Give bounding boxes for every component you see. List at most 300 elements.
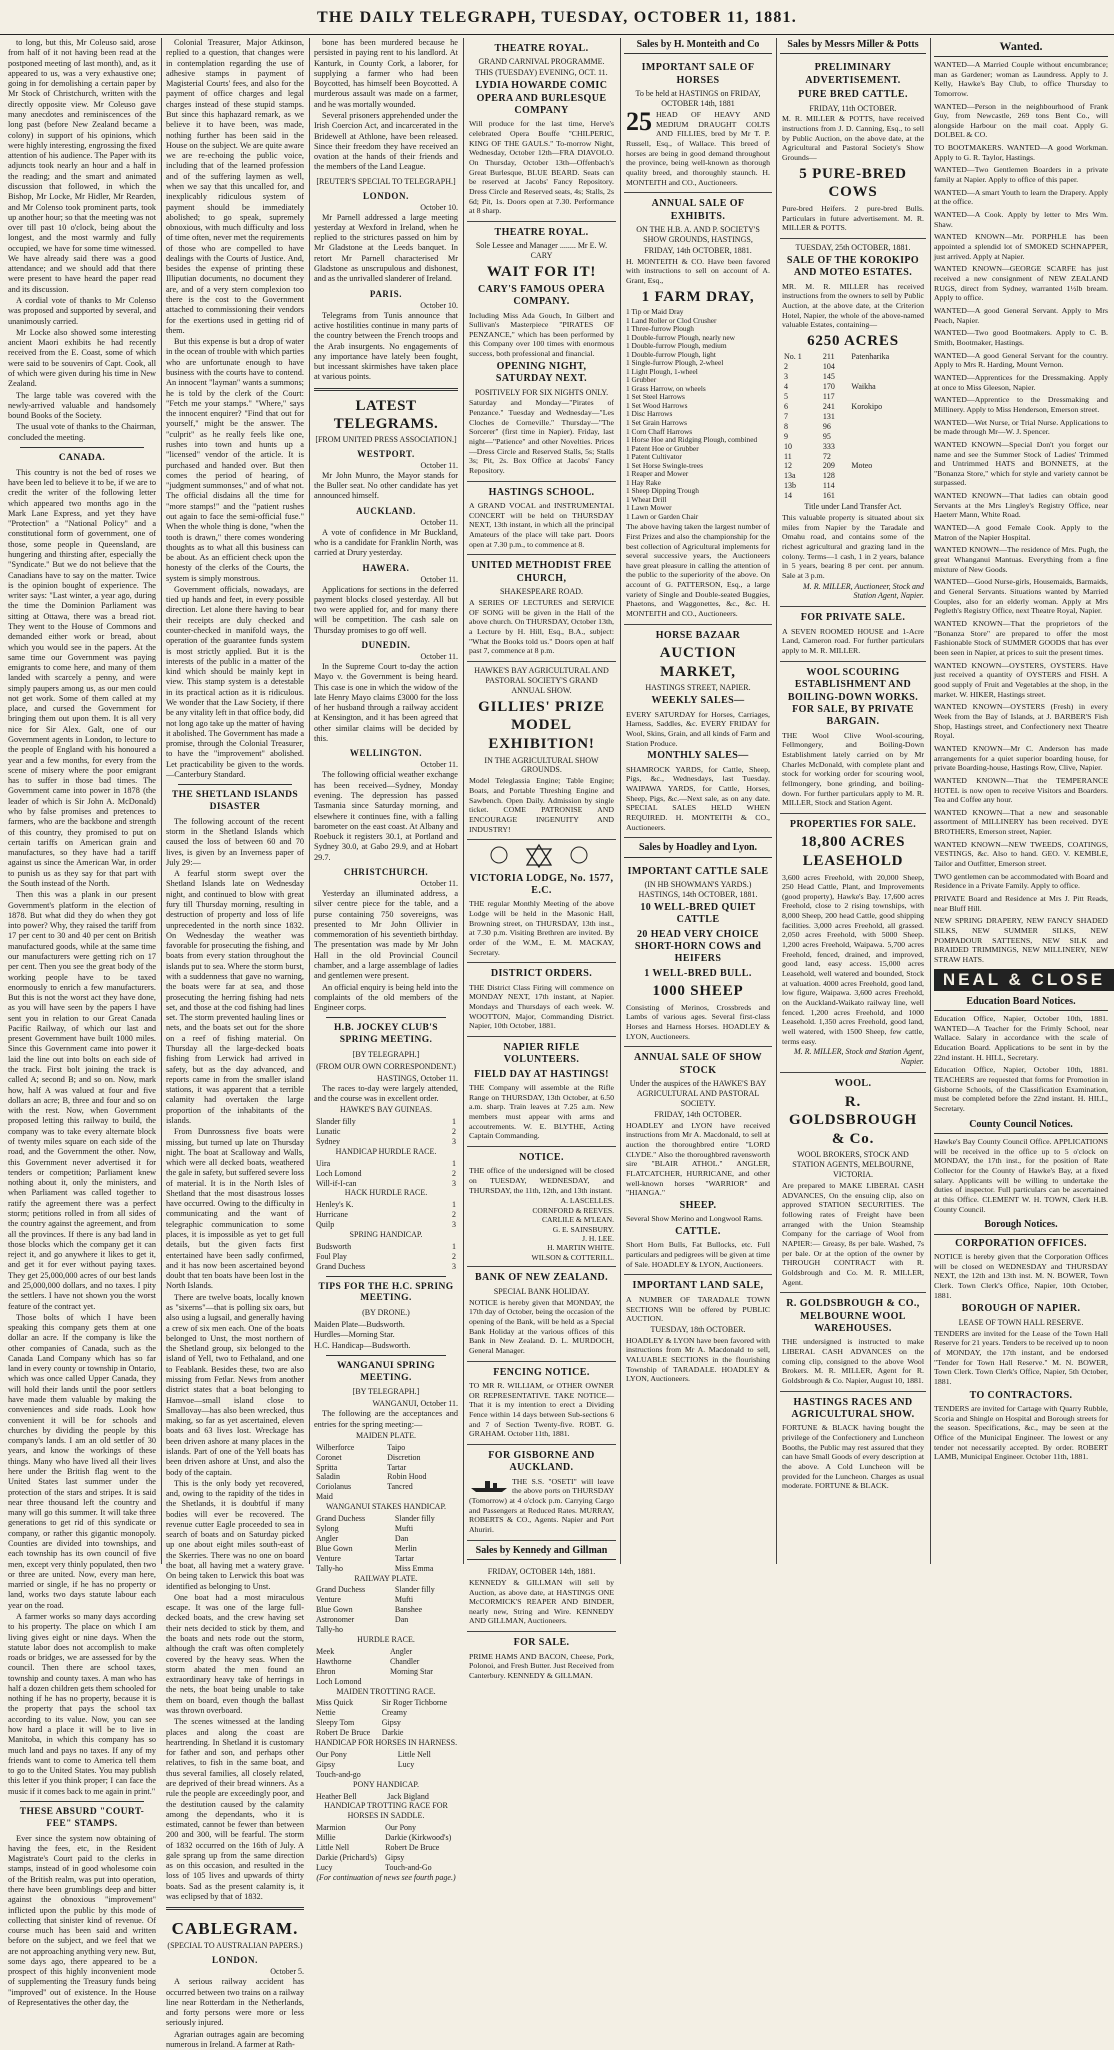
list-item: 1 Sheep Dipping Trough [626, 486, 699, 496]
table-cell: Marmion [316, 1823, 346, 1833]
table-cell: Venture [316, 1553, 341, 1563]
table-cell: Loch Lomond [316, 1676, 362, 1686]
list-item: 1 Wheat Drill [626, 494, 667, 504]
article-paragraph: But this expense is but a drop of water in the ocean of trouble with which parties who are unfortunate enough to have business with the courts have to contend. An innocent "layman" wants a summons; he is told by the clerk of the Court: "Fetch me your stamps." "Where," says the innocent enquirer? "Find that out for yourself," might be the answer. The "culprit" as he really feels like one, rushes into town and hunts up a "licensed" vendor of the article. It is purchased and handed over. But then comes the period of hearing, of "judgment summonses," and of what not. The official disdains all the time for "more stamps!" and the "patient rushes out again to face the semi-official fuse." When the whole thing is done, "when the tooth is drawn," there comes wondering thoughts as to what all this business can be about. As an efficient check upon the honesty of the clerks of the Courts, the system is simply monstrous. [166, 337, 305, 583]
column-2 [166, 38, 305, 2050]
table-cell: Foul Play [316, 1251, 347, 1261]
article-paragraph: to long, but this, Mr Coleuso said, arose from half of it not having been read at the postponed meeting of last month), and, as it appeared to us, was a very exhaustive one; going in for demolishing a certain paper by Mr Stock of Christchurch, written with the directly opposite view. Mr Coleuso gave many anecdotes and reminiscences of the long past (before New Zealand became a colony) in support of his opinions, which were highly interesting, engrossing the fixed attention of his audience. The Paper with its adjuncts took nearly an hour and a half in the reading; and the smart and animated discussion that followed, in which the Bishop, Mr Locke, Mr Hidler, Mr Rearden, and Mr Colenso took prominent parts, took up another hour; so that the meeting was not over till past 10 o'clock, being about the longest, and the most warmly and fully occupied, we have for some time witnessed. We have already said there was a good attendance; and we should add that there were present to have heard the paper read and its discussion. [8, 38, 156, 294]
race-name: HANDICAP TROTTING RACE FOR HORSES IN SADDLE. [324, 1801, 448, 1821]
article-paragraph: A vote of confidence in Mr Buckland, who is a candidate for Franklin North, was carried at Drury yesterday. [314, 527, 458, 558]
table-cell: 209 [822, 461, 835, 471]
table-row [782, 412, 924, 422]
divider [178, 784, 292, 785]
tips-list [314, 1320, 458, 1351]
article-paragraph: The following official weather exchange has been received—Sydney, Monday evening. The depression has passed Tasmania since Saturday morning, and elsewhere it continues fine, with a falling barometer on the east coast. At Albany and Roebuck it registers 30.1, at Portland and Sydney 30.0, at Gabo 29.9, and at Hobart 29.7. [314, 770, 458, 862]
table-row [314, 1647, 458, 1657]
table-cell: 1 [452, 1117, 456, 1127]
list-item: 1 Corn Chaff Harrows [626, 426, 693, 436]
classified-ad: WANTED KNOWN—That ladies can obtain good Servants at the Mrs Lingley's Registry Office, near Haeterr Mann, White Road. [934, 491, 1108, 520]
ad-title: IMPORTANT SALE OF HORSES [641, 62, 755, 86]
ad-subtitle: HASTINGS STREET, NAPIER. [645, 683, 751, 693]
ad-title: PROPERTIES FOR SALE. [789, 818, 917, 830]
list-item: CARLILE & M'LEAN. [541, 1215, 614, 1225]
table-row [314, 1179, 458, 1189]
table-cell: Morning Star [389, 1666, 433, 1676]
article-paragraph: The usual vote of thanks to the Chairman, concluded the meeting. [8, 422, 156, 442]
ad-date: FRIDAY, 11th OCTOBER. [809, 103, 897, 113]
article-heading: THESE ABSURD "COURT-FEE" STAMPS. [19, 1807, 145, 1829]
ad-body: HOADLEY & LYON have been favored with instructions from Mr A. Macdonald to sell, VALUABLE SECTIONS in the flourishing Township of TARADALE. HOADLEY & LYON, Auctioneers. [626, 1335, 770, 1384]
section-header: Sales by H. Monteith and Co [624, 38, 772, 54]
table-row [314, 1792, 458, 1802]
table-cell: Our Pony [316, 1749, 347, 1759]
classified-ad: WANTED—A good Female Cook. Apply to the Matron of the Napier Hospital. [934, 523, 1108, 542]
ad-body: Pure-bred Heifers. 2 pure-bred Bulls. Particulars in future advertisement. M. R. MILLER & POTTS. [782, 203, 924, 233]
ad-subtitle: SHAKESPEARE ROAD. [499, 587, 584, 597]
article-paragraph: Telegrams from Tunis announce that active hostilities continue in many parts of the country between the French troops and the Arab insurgents. No engagements of any importance have lately been fought, but incessant skirmishes have taken place at various points. [314, 310, 458, 382]
table-row [314, 1514, 458, 1524]
table-cell: 10 [784, 441, 792, 451]
ad-horse-bazaar [624, 625, 772, 838]
ad-exhibits-sale [624, 193, 772, 625]
table-row [314, 1625, 458, 1635]
ad-body: This valuable property is situated about six miles from Napier by the Taradale and Omahu road, and contains some of the richest agricultural and grazing land in the colony. Terms—1 cash, 1 in 2 years, balance in 5 years, bearing 8 per cent. per annum. Sale at 3 p.m. [782, 512, 924, 580]
table-cell: 3 [452, 1261, 456, 1271]
table-cell: Grand Duchess [316, 1585, 366, 1595]
ad-headline: CARY'S FAMOUS OPERA COMPANY. [477, 283, 606, 308]
list-item: 1 Horse Hoe and Ridging Plough, combined [626, 435, 758, 445]
ad-title: HASTINGS SCHOOL. [488, 486, 595, 498]
table-cell: Gipsy [381, 1718, 401, 1728]
race-name: HANDICAP HURDLE RACE. [335, 1146, 437, 1156]
table-cell [849, 362, 924, 372]
ad-body: NOTICE is hereby given that MONDAY, the 17th day of October, being the occasion of the opening of the Bank, will be held as a Special Bank Holiday at the various offices of this Bank in New Zealand. D. L. MURDOCH, General Manager. [469, 1297, 614, 1355]
ad-body: THE undersigned is instructed to make LIBERAL CASH ADVANCES on the coming clip, consigned to the above Wool Brokers. M. R. MILLER, Agent for R. Goldsbrough & Co. Napier, August 10, 1881. [782, 1337, 924, 1386]
ad-body: H. MONTEITH & CO. Have been favored with instructions to sell on account of A. Grant, Esq., [626, 256, 770, 286]
table-cell: Discretion [387, 1452, 421, 1462]
ad-date: TUESDAY, 18th OCTOBER. [650, 1324, 746, 1334]
tips-heading: TIPS FOR THE H.C. SPRING MEETING. [318, 1281, 454, 1304]
table-cell: 104 [822, 362, 835, 372]
ad-body: Model Teleglassia Engine; Table Engine; Boats, and Portable Threshing Engine and Sawbench. Open Daily. Admission by single ticket. COME PATRONISE AND ENCOURAGE INGENUITY AND INDUSTRY! [469, 776, 614, 834]
table-row [314, 1453, 458, 1463]
list-item: 1 Lawn Mower [626, 503, 672, 513]
table-cell: 1 [452, 1200, 456, 1210]
classified-ad: WANTED—Apprentices for the Dressmaking. Apply at once to Miss Gleeson, Napier. [934, 372, 1108, 392]
ad-subheading: SHEEP. [679, 1200, 717, 1212]
table-row [314, 1210, 458, 1220]
table-row [782, 372, 924, 382]
dateline-date: October 11. [420, 517, 458, 527]
entries-table [314, 1792, 458, 1802]
classified-ad: WANTED—A good General Servant for the country. Apply to Mrs R. Harding, Mount Vernon. [934, 350, 1108, 370]
ad-gillies-exhibition [467, 662, 616, 840]
reuter-label: [REUTER'S SPECIAL TO TELEGRAPH.] [316, 176, 456, 186]
ad-date: FRIDAY, OCTOBER 14th, 1881. [487, 1566, 596, 1576]
table-cell: Wilberforce [316, 1442, 355, 1452]
ad-body: TO MR R. WILLIAM, or OTHER OWNER OR REPRESENTATIVE. TAKE NOTICE—That it is my intention to erect a Dividing Fence within 14 days between Sub-sections 6 and 7 of Section Twenty-five. ROBT. G. GRAHAM. October 11th, 1881. [469, 1380, 614, 1439]
ad-subtitle: Under the auspices of the HAWKE'S BAY AGRICULTURAL AND PASTORAL SOCIETY. [629, 1079, 767, 1108]
list-item: CORNFORD & REEVES. [532, 1205, 614, 1215]
table-cell: Blue Gown [316, 1605, 353, 1615]
ad-title: NOTICE. [519, 1152, 564, 1164]
dateline-location: WELLINGTON. [349, 748, 423, 759]
ad-title: FENCING NOTICE. [493, 1366, 590, 1378]
dateline-date: HASTINGS, October 11. [376, 1073, 458, 1083]
article-paragraph: A cordial vote of thanks to Mr Colenso was proposed and supported by several, and unanimously carried. [8, 296, 156, 326]
entries-table [314, 1443, 458, 1502]
table-cell: Slander filly [394, 1514, 435, 1524]
estate-sections-table [782, 352, 924, 501]
ad-date: TUESDAY, 25th OCTOBER, 1881. [795, 242, 911, 252]
table-cell: Henley's K. [316, 1200, 354, 1210]
article-paragraph: Colonial Treasurer, Major Atkinson, replied to a question, that changes were in contemplation regarding the use of adhesive stamps in payment of Magisterial Courts' fees, and also for the payment of office charges and legal charges instead of these stupid stamps. But since this haphazard remark, as we believe it to have been, was made, nothing further has been said in the House on the subject. We are quite aware we are re-echoing the public voice, including that of the learned profession and of the suffering laymen as well, when we say that this uncalled for, and inexplicably ridiculous system of payment should be immediately abolished; to go speak, supremely obnoxious, with much difficulty and loss of time often, never met the requirements of those who are compelled to have dealings with the Courts of Justice. And, besides the expense of printing these Illiputian documents, no document they are, and of a very stern complexion too there is the cost to the Government attached to commissioning their vendors for the exertions used in getting rid of them. [166, 38, 304, 335]
article-paragraph: Then this was a plank in our present Government's platform in the election of 1878. But what did they do when they got into power? Why, they raised the tariff from 17 per cent to 30 and 40 per cent on British manufactured goods, while at the same time our manufacturers were getting rich on 17 per cent. Then you see the great body of the working people have to be taxed enormously to enrich a few manufacturers. But this is not the worst act they have done, as you will have seen by the papers I have sent you in relation to our Great Canada Pacific Railway, of which our last and present Government have built 1000 miles. Since this Government came into power it laid the line out into bolts on each side of the track. First bolt joining the track is called A; second B; and so on. Now, mark how, half A was valued at four and five dollars an acre; B, three and four and so on with the rest. Now, when Government proposed letting this railway to build, the company was to take every alternate block of twenty miles square on each side of the road, and the Government the other. Now, this Government never advertised it for tenders or competition; Parliament knew nothing about it, only the ministers, and when Parliament was called together to ratify the agreement there was a perfect storm; petitions rolled in from all sides of the country against the agreement, and from all the provinces. If there is any bad land in those blocks which the company get it can reject it, and go anywhere it likes to get it, and get it for ever without paying taxes. They get 25,000,000 acres of our best lands and 25,000,000 dollars, and no taxes. I pity the settlers. I have not shown you the worst feature of the contract yet. [8, 890, 156, 1311]
ad-body: Will produce for the last time, Herve's celebrated Opera Bouffe "CHILPERIC, KING OF THE GAULS." To-morrow Night, Wednesday, October 12th—FRA DIAVOLO. On Thursday, October 13th—Offenbach's Great Burlesque, BLUE BEARD. Seats can be reserved at Jacobs' Fancy Repository. Dress Circle and Reserved seats, 4s; Stalls, 2s 6d; Pit, 1s. Doors open at 7.30. Performance at 8 sharp. [469, 119, 614, 216]
classified-ad: WANTED KNOWN—Mr C. Anderson has made arrangements for a quiet superior boarding house, for private Boarding-house, Hastings Row, Clive, Napier. [934, 743, 1108, 773]
article-paragraph: The following are the acceptances and entries for the spring meeting:— [314, 1409, 458, 1429]
table-cell: 9 [784, 431, 788, 441]
notice-paragraph: TENDERS are invited for Cartage with Quarry Rubble, Scoria and Shingle on Hospital and Borough streets for the season. Specifications, &c., may be seen at the Office of the Municipal Engineer. The lowest or any tender not necessarily accepted. By order. ROBERT LAMB, Municipal Engineer. October 11th, 1881. [934, 1403, 1108, 1462]
table-row [314, 1718, 458, 1728]
article-paragraph: This is the only body yet recovered, and, owing to the rapidity of the tides in the Shetlands, it is doubtful if many bodies will ever be recovered. The revenue cutter Eagle proceeded to sea in search of boats and on Saturday picked up one about eight miles south-east of the Skerries. There was no one on board the boat, all having met a watery grave. On being taken to Lerwick this boat was identified as belonging to Unst. [166, 1478, 304, 1591]
table-cell: 114 [822, 481, 835, 491]
article-paragraph: This country is not the bed of roses we have been led to believe it to be, if we are to credit the writer of the following letter which appeared two months ago in the Mark Lane Express, and yet they have "Protection" a "National Policy" and a constitutional form of government, one of those, some people in Queensland, are hungering and thirsting after, especially the "Syndicate." But we do not believe that the Canadians have to say on the matter. Twice is the opinion bought of experience. The writer says: "Last winter, a year ago, during the time the Dominion Parliament was sitting at Ottawa, there was a bread riot. They went to the House of Commons and demanded either work or bread, about which you would see in the papers. At the same time our Government was paying emigrants to come here, and many of them landed with scarcely a penny, and were simply paupers among us, as our men could not get work. Some of them called at my place, and cursed the Government for bringing them out upon them. It is all very nice for Sir Alex. Galt, one of our Government agents in London, to lecture to the people of England with his honoured a year and a few months, for every from the scene of misery where the poor emigrant has to suffer in those bad times. The Government came into power in 1878 (the leader of which is Sir John A. McDonald) who by false promises and pretences to farmers, who are the backbone and strength of this country, they promised to put on certain tariffs on American grain and manufactures, so they have had a tariff against us since the American War, in order to punish us as they say for that part with the South instead of the North. [8, 467, 156, 888]
table-row [782, 352, 924, 362]
table-cell: 12 [784, 461, 792, 471]
race-results-table [314, 1159, 458, 1189]
list-item: 1 Land Roller or Clod Crusher [626, 315, 717, 325]
table-row [314, 1220, 458, 1230]
ad-title: ANNUAL SALE OF EXHIBITS. [651, 198, 745, 222]
article-paragraph: The races to-day were largely attended, and the course was in excellent order. [314, 1083, 458, 1103]
table-row [314, 1615, 458, 1625]
masthead-title: THE DAILY TELEGRAPH, TUESDAY, OCTOBER 11, 1881. [317, 9, 797, 26]
notice-paragraph: TENDERS are invited for the Lease of the Town Hall Reserve for 21 years. Tenders to be received up to noon of MONDAY, the 17th instant, and be endorsed "Tender for Town Hall Reserve." M. N. BOWER, Town Clerk. Town Clerk's Office, Napier, 5th October, 1881. [934, 1328, 1108, 1386]
ad-wool-scouring [780, 662, 926, 814]
table-cell: Little Nell [316, 1843, 350, 1853]
ad-title: HORSE BAZAAR [655, 629, 741, 641]
ad-body: A NUMBER OF TARADALE TOWN SECTIONS Will be offered by PUBLIC AUCTION. [626, 1294, 770, 1324]
ad-body: HEAD OF HEAVY AND MEDIUM DRAUGHT COLTS AND FILLIES, bred by Mr T. P. Russell, Esq., of Wallace. This breed of horses are being in good demand throughout the province, being well-known as thorough quality breed, and thoroughly staunch. H. MONTEITH and CO., Auctioneers. [626, 109, 770, 187]
dateline-location: AUCKLAND. [356, 505, 416, 516]
table-cell [388, 1677, 458, 1687]
table-cell [849, 471, 924, 481]
column-rule [463, 38, 464, 1564]
ad-title: THEATRE ROYAL. [494, 43, 589, 54]
table-row [314, 1262, 458, 1272]
table-row [314, 1127, 458, 1137]
ad-title: IMPORTANT CATTLE SALE [627, 865, 769, 877]
table-row [314, 1770, 458, 1780]
article-paragraph: Mr Locke also showed some interesting ancient Maori exhibits he had recently received from the E. Coast, some of which were said to be souvenirs of Capt. Cook, all of which were given during his time in New Zealand. [8, 327, 156, 389]
table-cell: 96 [822, 421, 831, 431]
table-row [782, 442, 924, 452]
race-heading: WANGANUI SPRING MEETING. [336, 1360, 436, 1383]
table-row [782, 392, 924, 402]
ad-subtitle: (IN HB SHOWMAN'S YARDS.) HASTINGS, 14th OCTOBER, 1881. [638, 880, 758, 899]
list-item: J. H. LEE. [582, 1234, 614, 1244]
table-row [314, 1853, 458, 1863]
table-cell: Darkie (Prichard's) [316, 1853, 377, 1862]
column-6 [780, 38, 926, 1564]
ad-headline: WAIT FOR IT! [486, 264, 597, 281]
table-cell: Sir Roger Tichborne [381, 1698, 448, 1708]
section-header: Sales by Kennedy and Gillman [467, 1544, 616, 1560]
list-item: 1 Lawn or Garden Chair [626, 511, 699, 521]
table-cell: Miss Emma [394, 1563, 434, 1573]
ad-headline: 1 FARM DRAY, [641, 288, 755, 305]
table-row [314, 1443, 458, 1453]
column-rule [776, 38, 777, 1564]
article-paragraph: One boat had a most miraculous escape. It was one of the large full-decked boats, and the crew having set their nets decided to stick by them, and the boats and nets rode out the storm, although the craft was often completely covered by the heavy seas. When the storm abated the men found an extraordinary heavy take of herrings in the nets, the boat being unable to take them on board, even though the ballast was thrown overboard. [166, 1592, 304, 1715]
ad-title: VICTORIA LODGE, No. 1577, E.C. [469, 872, 614, 896]
ad-signature: M. R. MILLER, Stock and Station Agent, Napier. [793, 1047, 924, 1067]
race-name: MAIDEN PLATE. [356, 1430, 416, 1440]
table-cell: 145 [822, 372, 835, 382]
ad-body: The above having taken the largest number of First Prizes and also the championship for the best collection of Agricultural implements for several successive years, the Auctioneers have great pleasure in calling the attention of the public to the superiority of the above. On account of G. PATTERSON, Esq., a large variety of Single and Double-seated Buggies, Phaetons, and Waggonettes, &c., &c. H. MONTEITH and CO., Auctioneers. [626, 522, 770, 619]
race-name: WANGANUI STAKES HANDICAP. [325, 1502, 447, 1512]
race-sub: [BY TELEGRAPH.] [352, 1387, 420, 1397]
list-item: 1 Grass Harrow, on wheels [626, 383, 706, 393]
ad-subheading: WEEKLY SALES— [651, 695, 745, 707]
article-heading: CANADA. [58, 452, 106, 463]
classified-ad: WANTED KNOWN—That the TEMPERANCE HOTEL is now open to receive Visitors and Boarders. Tea and Coffee any hour. [934, 775, 1108, 805]
latest-telegrams-sub: [FROM UNITED PRESS ASSOCIATION.] [315, 434, 457, 444]
ad-subheading: CATTLE. [675, 1226, 721, 1238]
dateline-location: CHRISTCHURCH. [343, 866, 429, 877]
dateline-date: WANGANUI, October 11. [372, 1399, 458, 1409]
table-cell: 2 [452, 1251, 456, 1261]
table-row [314, 1482, 458, 1492]
ad-body: HOADLEY and LYON have received instructions from Mr A. Macdonald, to sell at auction the thoroughbred entire "LORD CLYDE." Also the thoroughbred ravensworth sire "BLAIR ATHOL." ANGLER, FLATCATCHER, HURRICANE, and other well-known horses "WARRIOR" and "HIANGA." [626, 1120, 770, 1198]
table-row [314, 1760, 458, 1770]
classified-ad: WANTED—Wet Nurse, or Trial Nurse. Applications to be made through Mr—W. J. Spencer. [934, 417, 1108, 437]
list-item: 1 Single-furrow Plough, 2-wheel [626, 358, 724, 368]
race-name: PONY HANDICAP. [353, 1779, 419, 1789]
section-header: Sales by Hoadley and Lyon. [624, 841, 772, 857]
entries-table [314, 1698, 458, 1738]
table-row [782, 461, 924, 471]
cablegram-subheading: (SPECIAL TO AUSTRALIAN PAPERS.) [167, 1941, 303, 1951]
ad-body: Including Miss Ada Gouch, In Gilbert and Sullivan's Masterpiece "PIRATES OF PENZANCE," which has been performed by this Company over 100 times with enormous success, both professional and financial. [469, 310, 614, 359]
ad-pure-bred-cattle [780, 57, 926, 239]
table-row [314, 1728, 458, 1738]
table-cell: Heather Bell [316, 1791, 357, 1801]
table-row [314, 1564, 458, 1574]
table-cell: 6 [784, 402, 788, 411]
table-cell: Millie [316, 1833, 336, 1843]
race-name: HACK HURDLE RACE. [344, 1188, 428, 1198]
table-cell: Robert De Bruce [316, 1728, 371, 1738]
list-item: Hurdles—Morning Star. [314, 1330, 395, 1340]
ad-subtitle: HAWKE'S BAY AGRICULTURAL AND PASTORAL SOCIETY'S GRAND ANNUAL SHOW. [474, 666, 609, 695]
classified-ad: WANTED—Good Nurse-girls, Housemaids, Barmaids, and General Servants. Situations wanted by Married Couples, also for an elderly woman. Apply at Mrs Pegleth's Registry Office, next Theatre Royal, Napier. [934, 577, 1108, 616]
ad-goldsbrough [780, 1073, 926, 1293]
ad-headline: 5 PURE-BRED COWS [799, 165, 907, 201]
ad-body: Saturday and Monday—"Pirates of Penzance." Tuesday and Wednesday—"Les Cloches de Corneville." Thursday—"The Sorcerer" (first time in Napier). Friday, last night—"Patience" and other Novelties. Prices—Dress Circle and Reserved Stalls, 5s; Stalls 3s; Pit, 2s. Box Office at Jacobs' Fancy Repository. [469, 398, 614, 476]
table-cell: Sylong [316, 1524, 339, 1533]
dateline-date: October 11. [420, 460, 458, 470]
dateline-location: LONDON. [212, 1955, 258, 1966]
table-cell: Angler [389, 1646, 413, 1656]
classified-ad: WANTED—Person in the neighbourhood of Frank Guy, from Newcastle, 269 tons Bent Co., will alongside Harbour on the mail coat. Apply G. DOLBEL & CO. [934, 101, 1108, 140]
table-cell: Tartar [394, 1553, 414, 1563]
table-cell: 4 [784, 382, 788, 392]
table-row [314, 1833, 458, 1843]
divider [326, 1276, 446, 1277]
ad-title: WOOL. [834, 1078, 872, 1090]
ad-land-sale [624, 1275, 772, 1389]
notice-paragraph: Education Office, Napier, October 10th, 1881. TEACHERS are requested that forms for Promotion in Gisborne Schools, of the Classification Examination, must be completed before the 22nd instant. H. HILL, Secretary. [934, 1065, 1108, 1113]
tips-sub: (BY DRONE.) [362, 1308, 410, 1318]
masthead [0, 0, 1114, 35]
table-row [314, 1595, 458, 1605]
table-cell [849, 432, 924, 442]
table-cell: Coronet [316, 1452, 342, 1462]
ad-title: HASTINGS RACES AND AGRICULTURAL SHOW. [791, 1396, 915, 1421]
ad-horse-sale [624, 57, 772, 193]
divider [20, 1801, 144, 1802]
ad-theatre-royal [467, 38, 616, 222]
list-item: 1 Three-furrow Plough [626, 324, 695, 334]
table-cell: 128 [822, 471, 835, 481]
table-cell: Nettie [316, 1708, 336, 1718]
ad-korokipo-estates [780, 239, 926, 607]
ad-body: Are prepared to MAKE LIBERAL CASH ADVANCES, On the ensuing clip, also on approved STATION SECURITIES. The following rates of Freight have been arranged with the Union Steamship Company for the carriage of Wool from NAPIER:— Greasy, 8s per bale. Washed, 7s per bale. Or at the option of the owner by THROUGH CONTRACT with R. Goldsbrough and Co. M. R. MILLER, Agent. [782, 1181, 924, 1287]
classified-ad: WANTED KNOWN—That a new and seasonable assortment of MILLINERY has been received. DYE BROTHERS, Emerson street, Napier. [934, 807, 1108, 837]
classified-ad: WANTED—A Cook. Apply by letter to Mrs Wm. Shaw. [934, 210, 1108, 229]
entries-table [314, 1647, 458, 1687]
table-cell [849, 452, 924, 462]
table-cell: Jack Bigland [387, 1791, 429, 1801]
ad-headline: AUCTION MARKET, [659, 645, 737, 680]
race-results-table [314, 1117, 458, 1147]
article-paragraph: The large table was covered with the newly-arrived valuable and handsomely bound Books of the Society. [8, 390, 156, 421]
race-name: MAIDEN TROTTING RACE. [336, 1686, 436, 1696]
article-paragraph: bone has been murdered because he persisted in paying rent to his landlord. At Kanturk, in County Cork, a laborer, for supplying a farmer who had been Boycotted, has himself been Boycotted. A murderous assault was made on a farmer, and he was mortally wounded. [314, 38, 458, 109]
table-row [314, 1544, 458, 1554]
table-cell: Budsworth [316, 1241, 352, 1251]
list-item: 1 Double-furrow Plough, light [626, 349, 716, 359]
table-cell: Darkie (Kirkwood's) [385, 1833, 452, 1843]
dateline-date: October 11. [420, 879, 458, 889]
article-paragraph: Mr John Munro, the Mayor stands for the Buller seat. No other candidate has yet announced himself. [314, 470, 458, 501]
table-cell: 241 [822, 402, 835, 411]
race-name: HANDICAP FOR HORSES IN HARNESS. [314, 1738, 458, 1748]
list-item: A. LASCELLES. [560, 1196, 614, 1206]
ad-title: WOOL SCOURING ESTABLISHMENT AND BOILING-DOWN WORKS. FOR SALE, BY PRIVATE BARGAIN. [787, 666, 919, 728]
ad-subtitle: PURE BRED CATTLE. [798, 89, 908, 101]
table-row [314, 1677, 458, 1687]
table-row [314, 1657, 458, 1667]
ad-body: THE Wool Clive Wool-scouring, Fellmongery, and Boiling-Down Establishment lately carried on by Mr Charles McDonald, with complete plant and stock for working order for scouring wool, fellmongery, bone grinding, and boiling-down. For further particulars apply to M. R. MILLER, Stock and Station Agent. [782, 730, 924, 808]
table-cell: 11 [784, 451, 792, 461]
ad-title: ANNUAL SALE OF SHOW STOCK [633, 1052, 763, 1076]
ad-headline: 18,800 ACRES LEASEHOLD [800, 834, 906, 869]
classified-ad: PRIVATE Board and Residence at Mrs J. Pitt Reads, near Bluff Hill. [934, 894, 1108, 913]
ad-signature: M. R. MILLER, Auctioneer, Stock and Station Agent, Napier. [803, 581, 924, 601]
table-row [314, 1169, 458, 1179]
race-sub: [BY TELEGRAPH.] [352, 1049, 420, 1059]
classified-ad: NEW SPRING DRAPERY, NEW FANCY SHADED SILKS, NEW SUMMER SILKS, NEW POMPADOUR SATTEENS, NEW SILK and BRAIDED TRIMMINGS, NEW MILLINERY, NEW STRAW HATS. [934, 916, 1108, 964]
article-paragraph: A serious railway accident has occurred between two trains on a railway line near Rotterdam in the Netherlands, and forty persons were more or less seriously injured. [166, 1977, 304, 2028]
column-rule [309, 38, 310, 1564]
table-cell: Sydney [316, 1136, 340, 1146]
ad-subtitle: GRAND CARNIVAL PROGRAMME. [478, 57, 605, 67]
entries-table [314, 1823, 458, 1873]
article-paragraph: Mr Parnell addressed a large meeting yesterday at Wexford in Ireland, when he replied to the strictures passed on him by Mr Gladstone at the Leeds banquet. In retort Mr Parnell characterised Mr Gladstone as unscrupulous and dishonest, and as the unrivalled slanderer of Ireland. [314, 212, 458, 284]
table-cell: Lucy [397, 1759, 415, 1769]
column-4 [467, 38, 616, 1680]
table-cell: Touch-and-go [316, 1769, 361, 1779]
classified-ad: WANTED—A smart Youth to learn the Drapery. Apply at the office. [934, 187, 1108, 207]
ad-title: FOR PRIVATE SALE. [800, 612, 906, 624]
ad-hastings-races [780, 1392, 926, 1496]
dateline-location: LONDON. [363, 190, 409, 201]
table-row [782, 402, 924, 412]
notice-title: BOROUGH OF NAPIER. [961, 1303, 1081, 1315]
classified-ad: WANTED KNOWN—GEORGE SCARFE has just received a new consignment of NEW ZEALAND RUGS, direct from Sydney, warranted 1½lb bream. Apply to office. [934, 264, 1108, 303]
classified-ad: WANTED—A good General Servant. Apply to Mrs Peach, Napier. [934, 305, 1108, 325]
ad-title: FOR GISBORNE AND AUCKLAND. [488, 1449, 595, 1474]
dateline-date: October 11. [420, 652, 458, 662]
dateline-date: October 11. [420, 760, 458, 770]
article-paragraph: A fearful storm swept over the Shetland Islands late on Wednesday night, and continued to blow with great fury till Thursday morning, resulting in destruction of property and loss of life unprecedented in the north since 1832. On Wednesday the weather was favorable for prosecuting the fishing, and boats from every station throughout the islands put to sea. Where the storm burst, with a suddenness that gave no warning, the boats were far at sea, and those prosecuting the herring fishing had nets set, and those at the cod fishing had lines set. The storm prevented hauling lines or nets, and the boats set out for the shore on a reef of fishing material. On Thursday all the large-decked boats fishing from Lerwick had arrived in safety, but as the day advanced, and reports came in from the smaller island stations, it was apparent that a terrible calamity had overtaken the large proportion of the inhabitants of the islands. [166, 869, 304, 1125]
table-cell: Tally-ho [316, 1563, 343, 1573]
table-cell: Coriolanus [316, 1482, 352, 1492]
table-cell: Angler [316, 1533, 339, 1543]
list-item: 1 Set Steel Harrows [626, 392, 685, 402]
column-1 [8, 38, 156, 2008]
table-row [782, 422, 924, 432]
table-cell: 1 [452, 1241, 456, 1251]
table-cell [849, 392, 924, 402]
ad-body: A SERIES OF LECTURES and SERVICE OF SONG will be given in the Hall of the above church. On THURSDAY, October 13th, a Lecture by H. Hill, Esq., B.A., subject: "What the Books told us." Doors open at half past 7, commence at 8 p.m. [469, 598, 614, 656]
ad-private-sale [780, 607, 926, 661]
section-header: County Council Notices. [934, 1118, 1108, 1134]
table-row [782, 471, 924, 481]
table-cell: 3 [452, 1136, 456, 1146]
notice-paragraph: Hawke's Bay County Council Office. APPLICATIONS will be received in the office up to 5 o'clock on MONDAY, the 17th inst., for the position of Rate Collector for the County of Hawke's Bay, at a fixed salary. Applicants will be willing to undertake the duties of inspector. Full particulars can be ascertained at this Office. CLEMENT W. H. TOWN, Clerk H.B. County Council. [934, 1137, 1108, 1214]
classified-ad: WANTED KNOWN—OYSTERS (Fresh) in every Week from the Bay of Islands, at J. BARBER'S Fish Shop, Hastings street, and Confectionery next Theatre Royal. [934, 702, 1108, 741]
list-item: WILSON & COTTERILL. [531, 1252, 614, 1262]
ad-lot-count: 25 [626, 106, 652, 136]
table-cell: Creamy [381, 1708, 408, 1718]
table-cell: Loch Lomond [316, 1168, 362, 1178]
race-name: SPRING HANDICAP. [349, 1230, 423, 1240]
race-results-table [314, 1242, 458, 1272]
table-cell: 95 [822, 431, 831, 441]
list-item: 1 Disc Harrows [626, 409, 673, 419]
table-row [314, 1554, 458, 1564]
table-cell [393, 1625, 458, 1635]
table-cell: Hurricane [316, 1210, 348, 1220]
list-item: G. E. SAINSBURY. [552, 1224, 614, 1234]
ad-body: THE Company will assemble at the Rifle Range on THURSDAY, 13th October, at 6.50 a.m. sharp. Train leaves at 7.25 a.m. New members must appear with arms and accoutrements. W. E. BLYTHE, Acting Captain Commanding. [469, 1083, 614, 1141]
table-cell: 8 [784, 421, 788, 431]
ad-title: FOR SALE. [513, 1637, 570, 1649]
ad-date: FRIDAY, 14th OCTOBER. [654, 1109, 742, 1119]
ad-notice-closing [467, 1147, 616, 1267]
table-cell: No. 1 [784, 352, 802, 362]
table-cell: Gipsy [316, 1759, 336, 1769]
table-cell: Miss Quick [316, 1698, 354, 1708]
ad-title: DISTRICT ORDERS. [490, 968, 593, 980]
entries-table [314, 1750, 458, 1780]
table-cell: Slander filly [394, 1585, 435, 1595]
table-cell: Lunatic [316, 1126, 341, 1136]
